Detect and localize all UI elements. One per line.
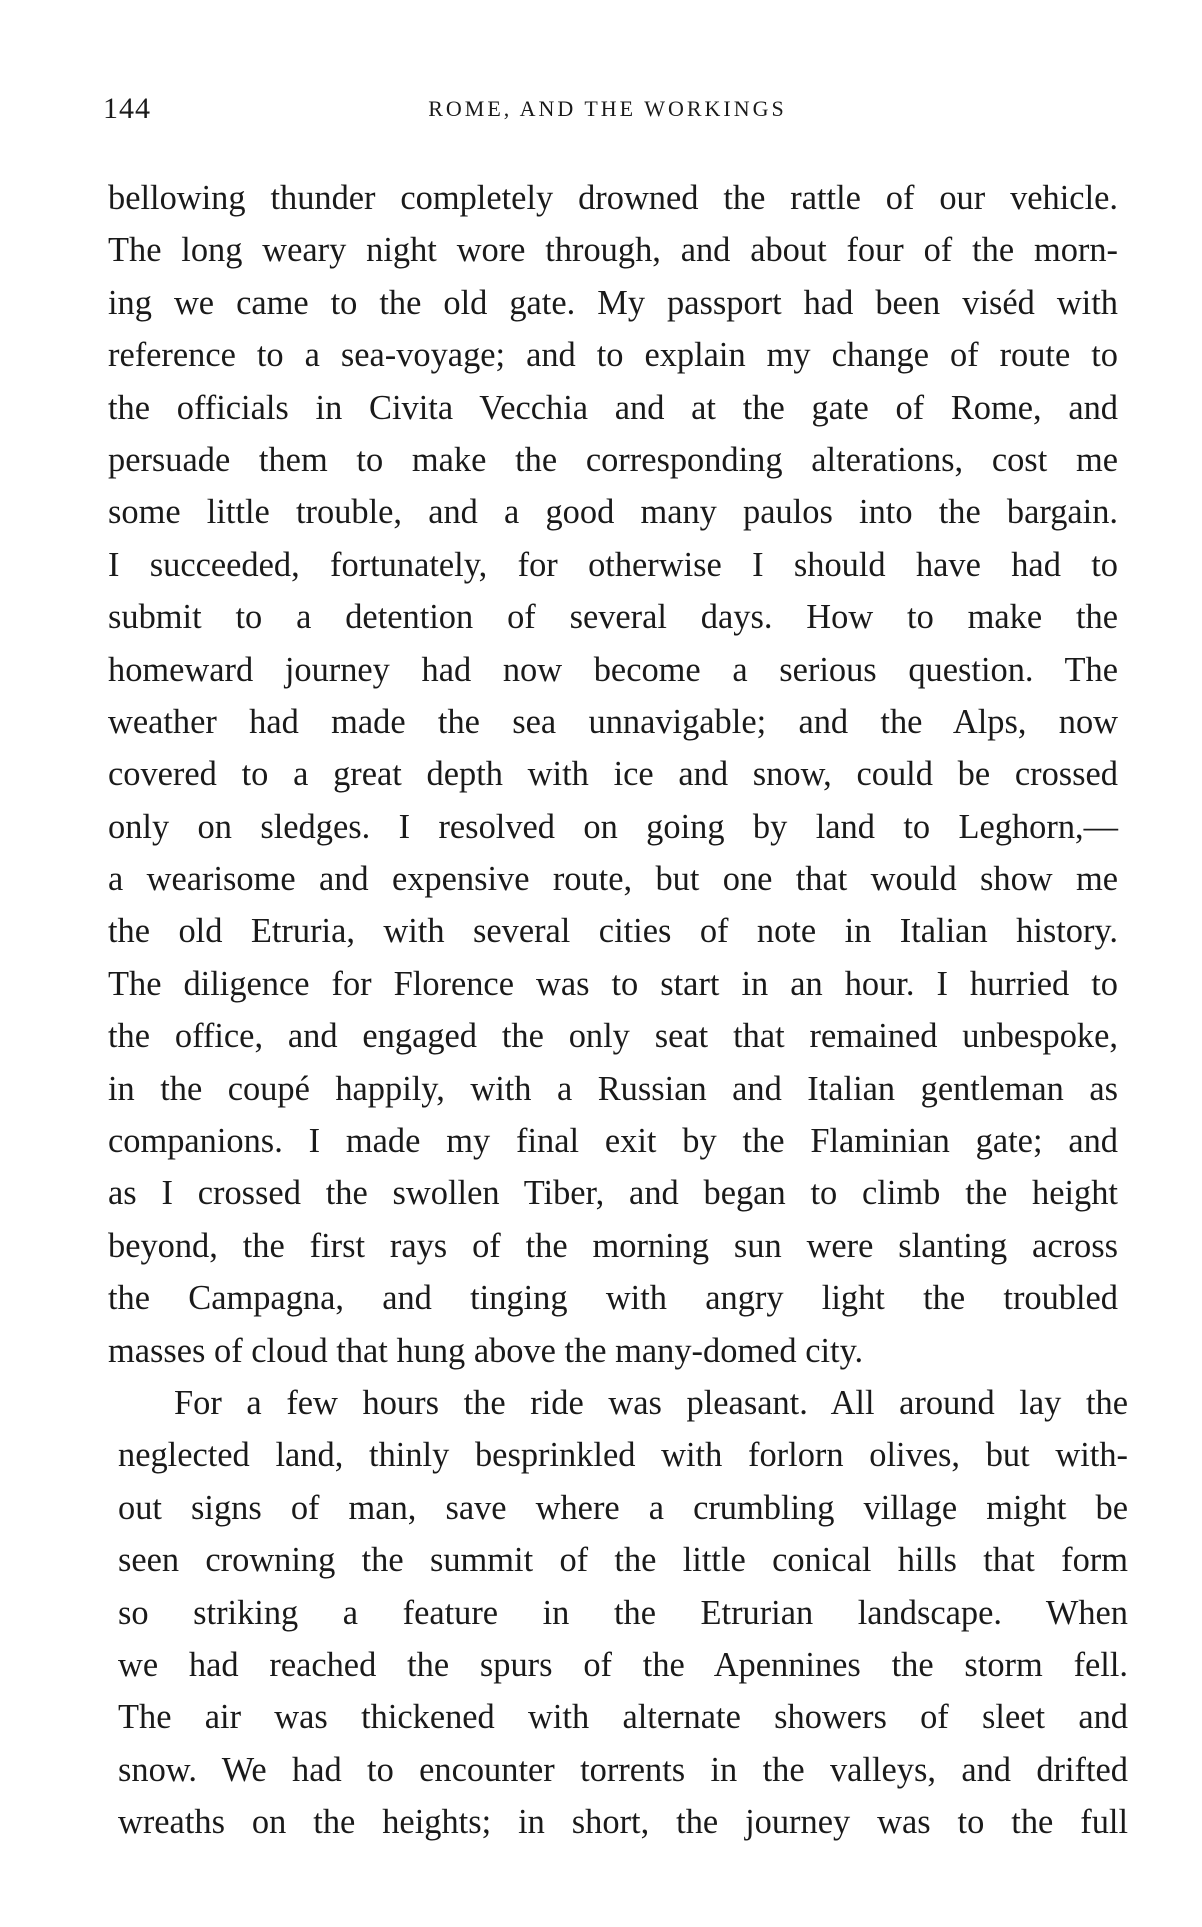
text-line: in the coupé happily, with a Russian and Italian gentleman as — [108, 1069, 1118, 1108]
text-line: a wearisome and expensive route, but one that would show me — [108, 860, 1118, 899]
page-number: 144 — [103, 92, 151, 125]
text-line: as I crossed the swollen Tiber, and began to climb the height — [108, 1174, 1118, 1213]
text-line: beyond, the first rays of the morning sun were slanting across — [108, 1226, 1118, 1265]
text-line: The air was thickened with alternate showers of sleet and — [118, 1698, 1128, 1737]
text-line: persuade them to make the corresponding alterations, cost me — [108, 440, 1118, 479]
text-line: some little trouble, and a good many paulos into the bargain. — [108, 493, 1118, 532]
text-line: neglected land, thinly besprinkled with forlorn olives, but with- — [118, 1436, 1128, 1475]
paragraph-1 — [108, 172, 1118, 1377]
text-line: submit to a detention of several days. How to make the — [108, 598, 1118, 637]
text-line: masses of cloud that hung above the many-domed city. — [108, 1331, 864, 1370]
text-line: so striking a feature in the Etrurian landscape. When — [118, 1593, 1128, 1632]
text-line: bellowing thunder completely drowned the rattle of our vehicle. — [108, 179, 1118, 217]
text-line: only on sledges. I resolved on going by land to Leghorn,— — [108, 807, 1118, 846]
text-line: snow. We had to encounter torrents in the valleys, and drifted — [118, 1750, 1128, 1789]
body-text — [108, 172, 1128, 1849]
text-line: companions. I made my final exit by the Flaminian gate; and — [108, 1122, 1118, 1161]
text-line: The diligence for Florence was to start in an hour. I hurried to — [108, 964, 1118, 1003]
running-head: ROME, AND THE WORKINGS — [428, 96, 787, 121]
text-line: out signs of man, save where a crumbling village might be — [118, 1488, 1128, 1527]
text-line: seen crowning the summit of the little conical hills that form — [118, 1541, 1128, 1580]
paragraph-2 — [118, 1377, 1128, 1849]
text-line: For a few hours the ride was pleasant. All around lay the — [174, 1383, 1128, 1422]
text-line: the Campagna, and tinging with angry light the troubled — [108, 1279, 1118, 1318]
text-line: wreaths on the heights; in short, the journey was to the full — [118, 1803, 1128, 1842]
page-header — [100, 92, 1115, 132]
text-line: the old Etruria, with several cities of note in Italian history. — [108, 912, 1118, 951]
text-line: the office, and engaged the only seat that remained unbespoke, — [108, 1017, 1118, 1056]
text-line: homeward journey had now become a serious question. The — [108, 650, 1118, 689]
text-line: I succeeded, fortunately, for otherwise I should have had to — [108, 545, 1118, 584]
text-line: we had reached the spurs of the Apennines the storm fell. — [118, 1645, 1128, 1684]
text-line: the officials in Civita Vecchia and at the gate of Rome, and — [108, 388, 1118, 427]
text-line: ing we came to the old gate. My passport had been viséd with — [108, 283, 1118, 322]
text-line: The long weary night wore through, and about four of the morn- — [108, 231, 1118, 270]
text-line: covered to a great depth with ice and snow, could be crossed — [108, 755, 1118, 794]
text-line: weather had made the sea unnavigable; and the Alps, now — [108, 702, 1118, 741]
text-line: reference to a sea-voyage; and to explain my change of route to — [108, 336, 1118, 375]
